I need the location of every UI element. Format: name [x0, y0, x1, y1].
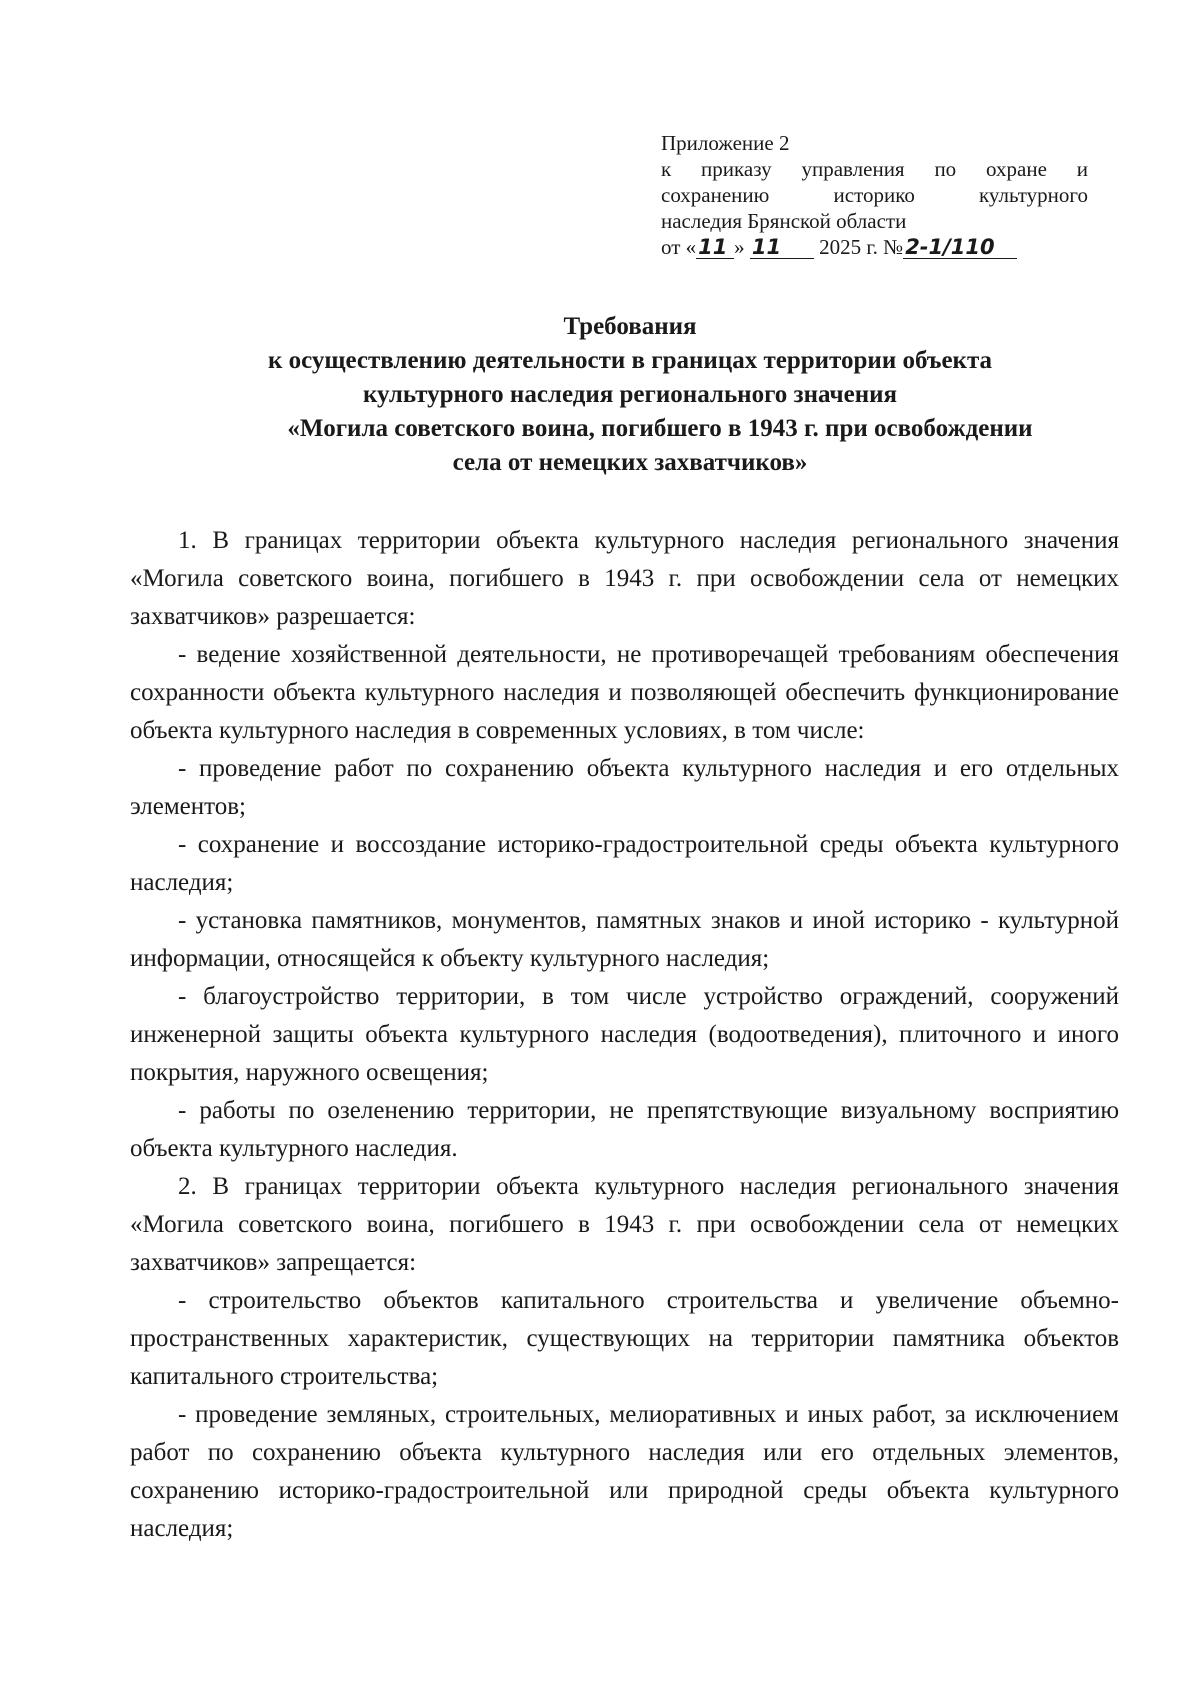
title-line: «Могила советского воина, погибшего в 1943 г. при освобождении	[287, 415, 1033, 442]
paragraph: - работы по озеленению территории, не препятствующие визуальному восприятию объекта культурного наследия.	[130, 1097, 1119, 1162]
paragraph: - ведение хозяйственной деятельности, не противоречащей требованиям обеспечения сохранности объекта культурного наследия и позволяющей обеспечить функционирование объекта культурного наследия в современных условиях, в том числе:	[130, 641, 1119, 744]
document-body	[130, 522, 1119, 1548]
handwritten-month: 11	[750, 236, 814, 259]
appendix-header	[661, 130, 1088, 260]
paragraph: - сохранение и воссоздание историко-градостроительной среды объекта культурного наследия;	[130, 831, 1119, 896]
paragraph: - установка памятников, монументов, памятных знаков и иной историко - культурной информации, относящейся к объекту культурного наследия;	[130, 907, 1119, 972]
paragraph: - строительство объектов капитального строительства и увеличение объемно-пространственных характеристик, существующих на территории памятника объектов капитального строительства;	[130, 1287, 1119, 1390]
order-date-line: от «11 » 11 2025 г. №2-1/110	[661, 235, 1017, 259]
handwritten-order-number: 2-1/110	[903, 236, 1017, 259]
appendix-order-line: сохранению историко культурного	[661, 183, 1088, 207]
paragraph: - проведение работ по сохранению объекта культурного наследия и его отдельных элементов;	[130, 755, 1119, 820]
paragraph: 1. В границах территории объекта культурного наследия регионального значения «Могила советского воина, погибшего в 1943 г. при освобождении села от немецких захватчиков» разрешается:	[130, 527, 1119, 630]
paragraph: - проведение земляных, строительных, мелиоративных и иных работ, за исключением работ по сохранению объекта культурного наследия или его отдельных элементов, сохранению историко-градостроительной или природной среды объекта культурного наследия;	[130, 1401, 1119, 1542]
paragraph: - благоустройство территории, в том числе устройство ограждений, сооружений инженерной защиты объекта культурного наследия (водоотведения), плиточного и иного покрытия, наружного освещения;	[130, 983, 1119, 1086]
title-line: к осуществлению деятельности в границах территории объекта	[267, 347, 993, 374]
appendix-number: Приложение 2	[661, 131, 790, 155]
handwritten-day: 11	[696, 236, 734, 259]
title-line: культурного наследия регионального значения	[362, 381, 898, 408]
paragraph: 2. В границах территории объекта культурного наследия регионального значения «Могила советского воина, погибшего в 1943 г. при освобождении села от немецких захватчиков» запрещается:	[130, 1173, 1119, 1276]
appendix-order-line: наследия Брянской области	[661, 209, 907, 233]
document-title	[130, 310, 1130, 480]
title-line: села от немецких захватчиков»	[452, 449, 808, 476]
appendix-order-line: к приказу управления по охране и	[661, 157, 1088, 181]
title-heading: Требования	[563, 313, 697, 340]
